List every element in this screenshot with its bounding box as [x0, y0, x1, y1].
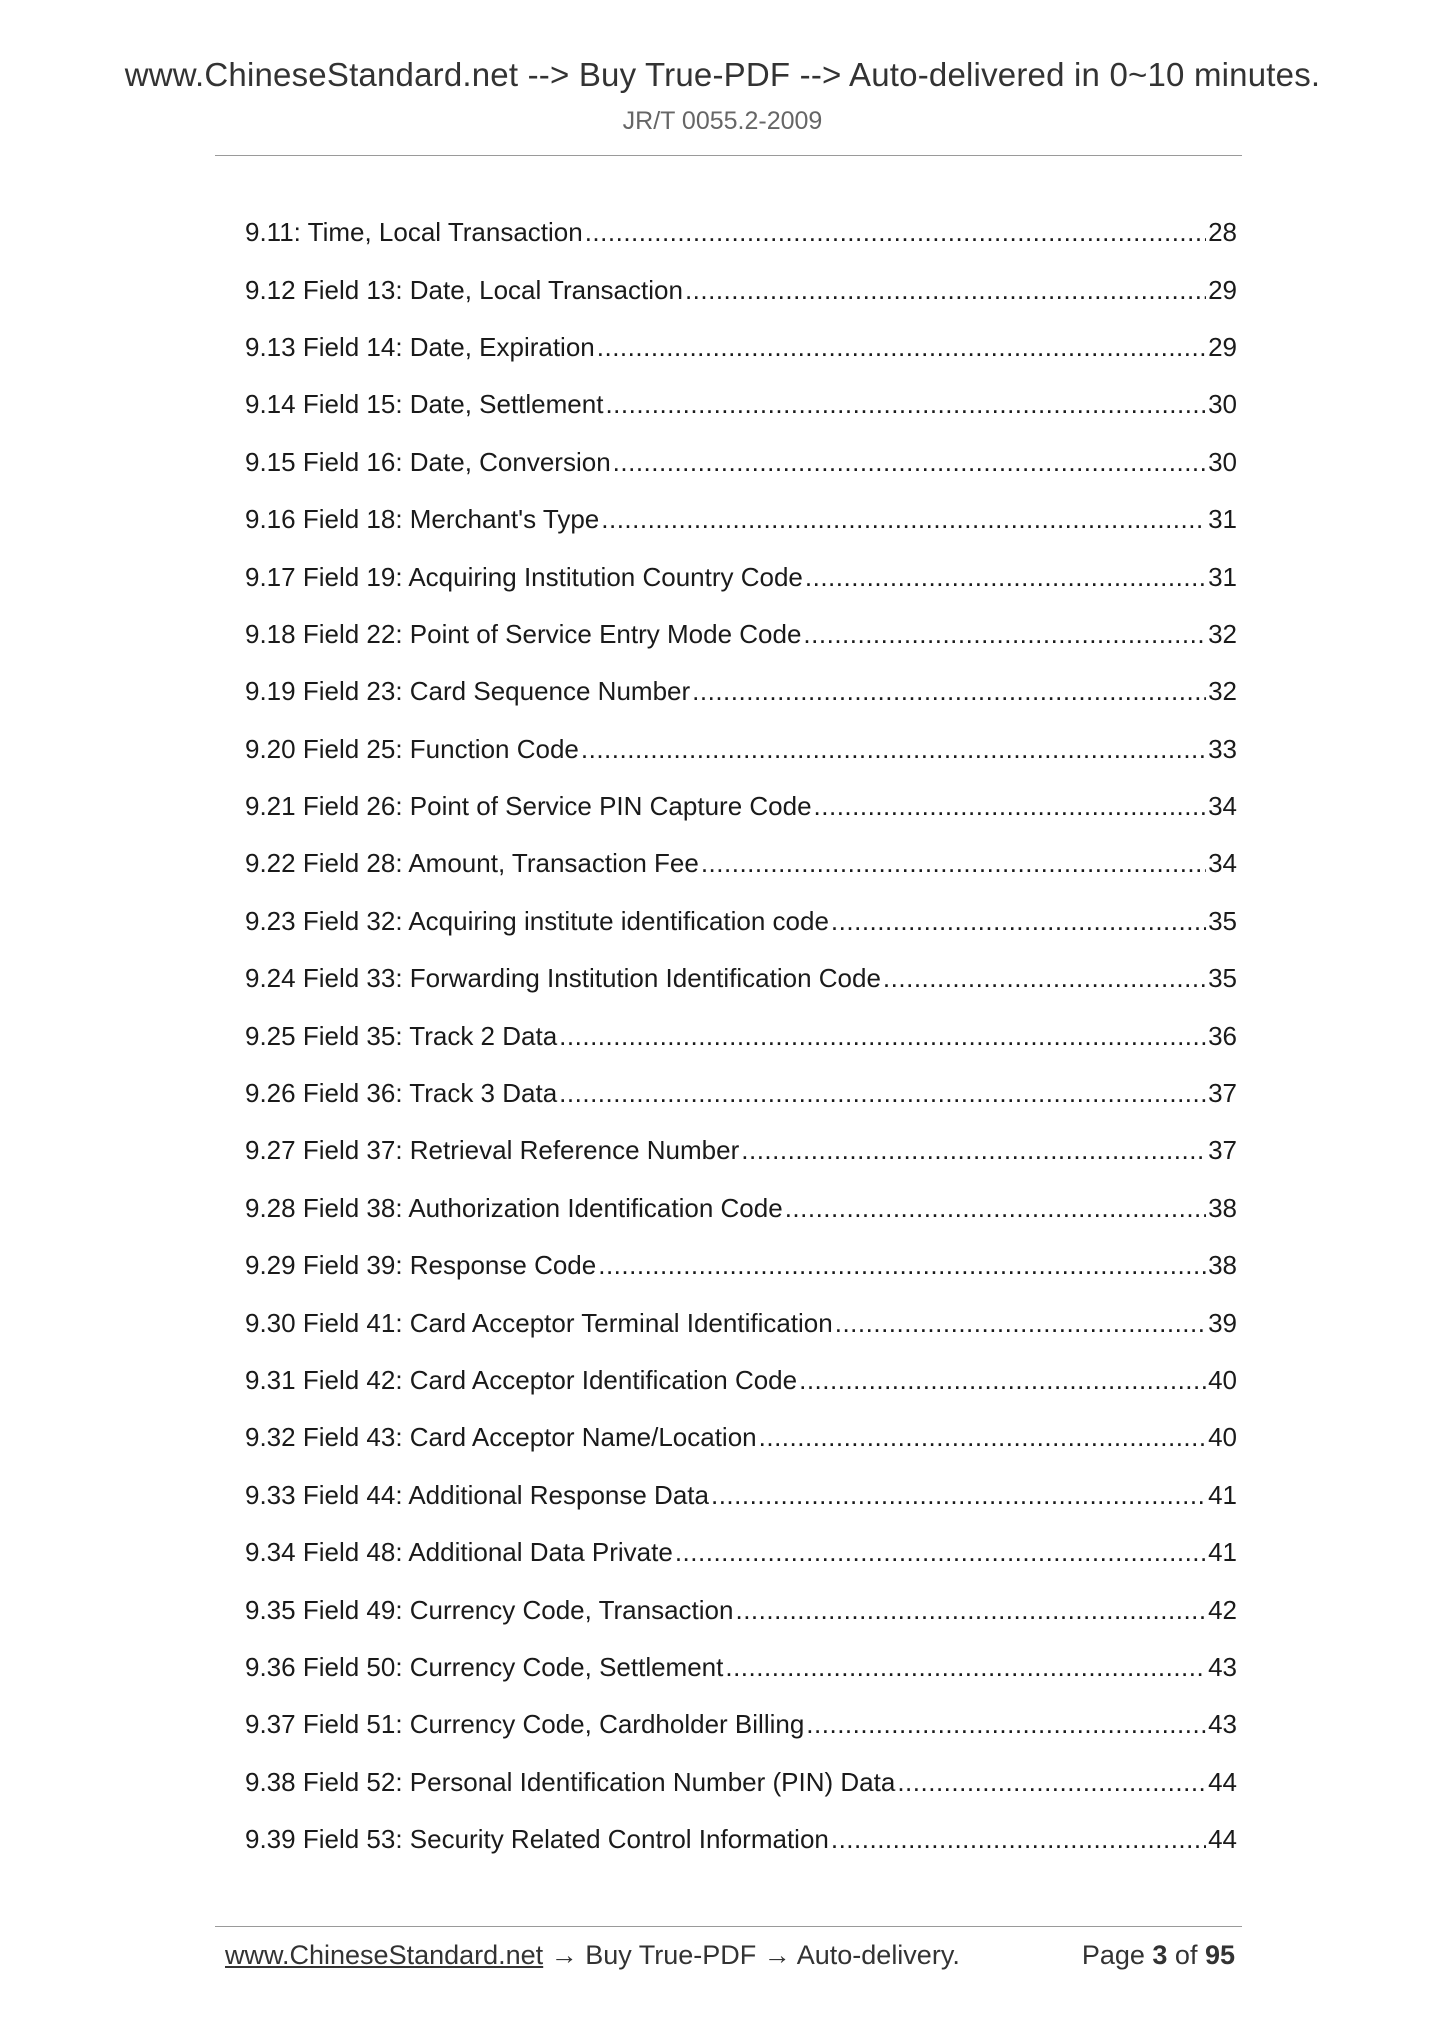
toc-entry-title: 9.28 Field 38: Authorization Identification Code	[245, 1192, 783, 1223]
toc-dot-leader	[831, 1824, 1206, 1855]
toc-entry-title: 9.17 Field 19: Acquiring Institution Country Code	[245, 561, 803, 592]
toc-entry-title: 9.38 Field 52: Personal Identification Number (PIN) Data	[245, 1766, 896, 1797]
toc-entry[interactable]	[245, 721, 1237, 778]
toc-dot-leader	[559, 1078, 1206, 1109]
standard-number: JR/T 0055.2-2009	[622, 107, 823, 135]
toc-entry-title: 9.22 Field 28: Amount, Transaction Fee	[245, 848, 699, 879]
toc-dot-leader	[897, 1767, 1206, 1798]
toc-entry-page: 28	[1208, 217, 1237, 248]
toc-entry-page: 41	[1208, 1537, 1237, 1568]
toc-entry[interactable]	[245, 950, 1237, 1007]
toc-entry[interactable]	[245, 893, 1237, 950]
toc-entry-page: 33	[1208, 733, 1237, 764]
toc-entry[interactable]	[245, 1180, 1237, 1237]
toc-entry-page: 44	[1208, 1824, 1237, 1855]
toc-entry[interactable]	[245, 376, 1237, 433]
toc-entry[interactable]	[245, 1352, 1237, 1409]
toc-entry-page: 40	[1208, 1422, 1237, 1453]
header-divider	[215, 155, 1242, 156]
toc-entry-page: 41	[1208, 1479, 1237, 1510]
toc-entry[interactable]	[245, 1409, 1237, 1466]
toc-entry[interactable]	[245, 204, 1237, 261]
toc-dot-leader	[701, 848, 1206, 879]
toc-entry-page: 38	[1208, 1192, 1237, 1223]
toc-dot-leader	[759, 1422, 1206, 1453]
toc-entry-title: 9.31 Field 42: Card Acceptor Identification Code	[245, 1365, 798, 1395]
toc-dot-leader	[675, 1537, 1206, 1568]
toc-entry-title: 9.12 Field 13: Date, Local Transaction	[245, 274, 683, 305]
toc-entry[interactable]	[245, 835, 1237, 892]
toc-entry-page: 32	[1208, 618, 1237, 649]
toc-entry[interactable]	[245, 1467, 1237, 1524]
toc-entry[interactable]	[245, 606, 1237, 663]
toc-entry[interactable]	[245, 261, 1237, 318]
toc-entry-title: 9.35 Field 49: Currency Code, Transaction	[245, 1594, 734, 1625]
toc-entry-title: 9.29 Field 39: Response Code	[245, 1250, 597, 1281]
toc-entry-title: 9.33 Field 44: Additional Response Data	[245, 1479, 709, 1510]
toc-dot-leader	[597, 332, 1206, 363]
footer-divider	[215, 1926, 1242, 1927]
footer-promo	[225, 1940, 960, 1971]
toc-entry-page: 43	[1208, 1709, 1237, 1740]
toc-entry-page: 29	[1208, 274, 1237, 305]
toc-entry-page: 31	[1208, 561, 1237, 592]
toc-entry-page: 34	[1208, 848, 1237, 879]
toc-entry-title: 9.36 Field 50: Currency Code, Settlement	[245, 1651, 724, 1682]
toc-entry[interactable]	[245, 434, 1237, 491]
toc-entry-page: 30	[1208, 446, 1237, 477]
toc-entry[interactable]	[245, 319, 1237, 376]
toc-dot-leader	[814, 791, 1207, 822]
toc-entry-page: 35	[1208, 905, 1237, 936]
footer-promo-text: → Buy True-PDF → Auto-delivery.	[543, 1940, 960, 1970]
toc-entry-page: 34	[1208, 791, 1237, 822]
toc-entry-title: 9.26 Field 36: Track 3 Data	[245, 1078, 558, 1109]
toc-dot-leader	[735, 1595, 1206, 1626]
toc-dot-leader	[605, 389, 1206, 420]
toc-entry-page: 42	[1208, 1594, 1237, 1625]
toc-dot-leader	[613, 447, 1206, 478]
toc-entry-title: 9.19 Field 23: Card Sequence Number	[245, 676, 691, 707]
toc-entry-page: 37	[1208, 1135, 1237, 1166]
toc-dot-leader	[711, 1480, 1206, 1511]
toc-entry-page: 32	[1208, 676, 1237, 707]
page-label: Page	[1081, 1940, 1153, 1970]
toc-entry-page: 37	[1208, 1078, 1237, 1109]
header-banner: www.ChineseStandard.net --> Buy True-PDF --> Auto-delivered in 0~10 minutes.	[124, 56, 1321, 93]
toc-entry[interactable]	[245, 1294, 1237, 1351]
toc-dot-leader	[601, 504, 1206, 535]
toc-dot-leader	[799, 1365, 1206, 1396]
toc-entry-title: 9.18 Field 22: Point of Service Entry Mode Code	[245, 618, 802, 649]
toc-entry-page: 31	[1208, 504, 1237, 535]
toc-dot-leader	[831, 906, 1206, 937]
toc-dot-leader	[785, 1193, 1206, 1224]
toc-dot-leader	[581, 734, 1206, 765]
toc-entry-title: 9.24 Field 33: Forwarding Institution Identification Code	[245, 963, 881, 994]
toc-entry-title: 9.30 Field 41: Card Acceptor Terminal Identification	[245, 1307, 833, 1338]
toc-dot-leader	[805, 562, 1206, 593]
toc-entry[interactable]	[245, 491, 1237, 548]
total-pages-number: 95	[1204, 1940, 1235, 1970]
toc-entry-title: 9.23 Field 32: Acquiring institute identification code	[245, 905, 829, 936]
toc-entry-title: 9.34 Field 48: Additional Data Private	[245, 1537, 673, 1568]
toc-entry-title: 9.32 Field 43: Card Acceptor Name/Location	[245, 1422, 757, 1453]
table-of-contents	[245, 204, 1237, 1868]
toc-dot-leader	[883, 963, 1206, 994]
toc-entry-page: 36	[1208, 1020, 1237, 1051]
toc-entry-title: 9.16 Field 18: Merchant's Type	[245, 504, 600, 535]
toc-entry-title: 9.37 Field 51: Currency Code, Cardholder Billing	[245, 1709, 805, 1740]
toc-entry[interactable]	[245, 663, 1237, 720]
current-page-number: 3	[1152, 1940, 1168, 1970]
toc-entry[interactable]	[245, 1524, 1237, 1581]
toc-dot-leader	[806, 1709, 1206, 1740]
toc-entry[interactable]	[245, 1754, 1237, 1811]
toc-dot-leader	[692, 676, 1206, 707]
toc-entry-page: 29	[1208, 331, 1237, 362]
toc-dot-leader	[835, 1308, 1206, 1339]
toc-entry-page: 39	[1208, 1307, 1237, 1338]
toc-entry-title: 9.25 Field 35: Track 2 Data	[245, 1020, 558, 1051]
toc-entry[interactable]	[245, 548, 1237, 605]
toc-entry[interactable]	[245, 778, 1237, 835]
toc-entry-title: 9.39 Field 53: Security Related Control Information	[245, 1824, 829, 1855]
toc-entry-title: 9.21 Field 26: Point of Service PIN Capture Code	[245, 791, 812, 822]
toc-dot-leader	[598, 1250, 1206, 1281]
toc-entry[interactable]	[245, 1237, 1237, 1294]
toc-entry-page: 44	[1208, 1766, 1237, 1797]
toc-dot-leader	[585, 217, 1206, 248]
toc-entry-page: 43	[1208, 1651, 1237, 1682]
toc-dot-leader	[685, 275, 1206, 306]
toc-entry-page: 30	[1208, 389, 1237, 420]
toc-entry[interactable]	[245, 1122, 1237, 1179]
toc-entry-page: 35	[1208, 963, 1237, 994]
toc-entry-title: 9.27 Field 37: Retrieval Reference Number	[245, 1135, 740, 1166]
toc-dot-leader	[741, 1135, 1206, 1166]
footer-site-link[interactable]: www.ChineseStandard.net	[225, 1940, 544, 1970]
toc-entry-page: 40	[1208, 1365, 1237, 1395]
toc-entry-title: 9.14 Field 15: Date, Settlement	[245, 389, 604, 420]
page-of-label: of	[1167, 1940, 1205, 1970]
toc-entry-page: 38	[1208, 1250, 1237, 1281]
toc-dot-leader	[725, 1652, 1206, 1683]
toc-dot-leader	[803, 619, 1206, 650]
toc-entry[interactable]	[245, 1696, 1237, 1753]
toc-entry-title: 9.11: Time, Local Transaction	[245, 217, 583, 248]
toc-entry-title: 9.15 Field 16: Date, Conversion	[245, 446, 611, 477]
toc-entry[interactable]	[245, 1811, 1237, 1868]
page-indicator	[1082, 1940, 1235, 1971]
toc-entry[interactable]	[245, 1007, 1237, 1064]
toc-entry[interactable]	[245, 1581, 1237, 1638]
toc-entry-title: 9.13 Field 14: Date, Expiration	[245, 331, 595, 362]
toc-entry-title: 9.20 Field 25: Function Code	[245, 733, 579, 764]
toc-entry[interactable]	[245, 1065, 1237, 1122]
toc-entry[interactable]	[245, 1639, 1237, 1696]
toc-dot-leader	[559, 1021, 1206, 1052]
